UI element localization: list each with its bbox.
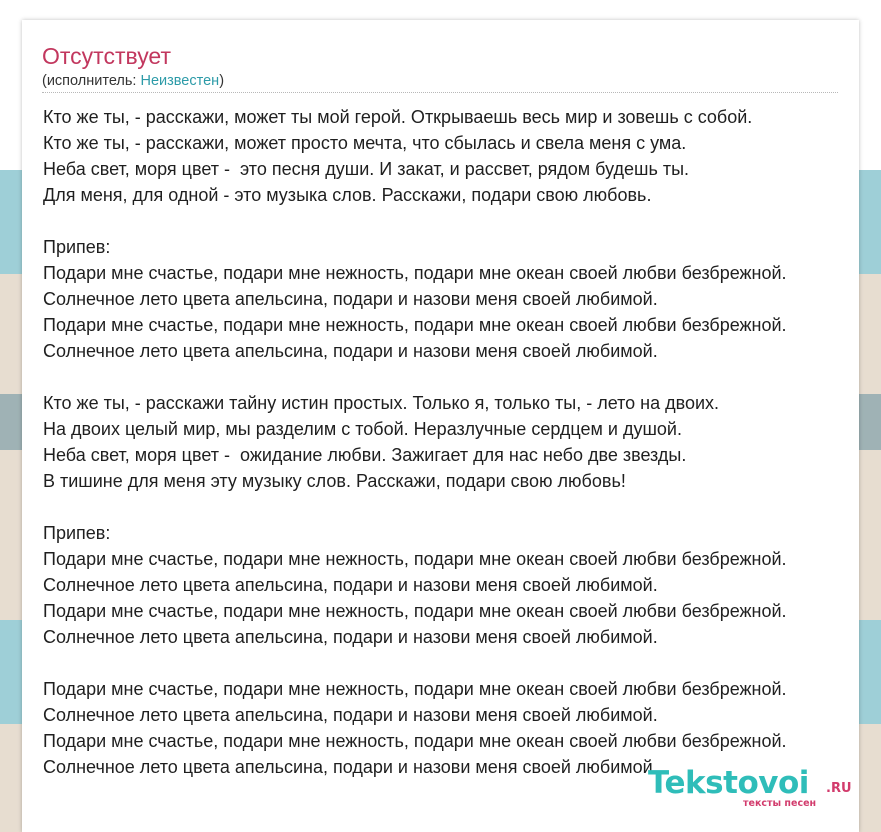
artist-line bbox=[42, 73, 224, 89]
stanza-break bbox=[43, 494, 787, 520]
stanza-break bbox=[43, 208, 787, 234]
lyric-line: Солнечное лето цвета апельсина, подари и назови меня своей любимой. bbox=[43, 627, 658, 647]
lyric-line: Неба свет, моря цвет - ожидание любви. Зажигает для нас небо две звезды. bbox=[43, 445, 687, 465]
logo-tagline: тексты песен bbox=[743, 798, 817, 809]
lyric-line: Солнечное лето цвета апельсина, подари и назови меня своей любимой. bbox=[43, 757, 658, 777]
artist-prefix: (исполнитель: bbox=[42, 73, 141, 89]
lyric-line: Кто же ты, - расскажи, может просто мечта, что сбылась и свела меня с ума. bbox=[43, 133, 687, 153]
chorus-label: Припев: bbox=[43, 523, 111, 543]
lyric-line: Подари мне счастье, подари мне нежность, подари мне океан своей любви безбрежной. bbox=[43, 679, 787, 699]
site-logo[interactable] bbox=[648, 765, 868, 815]
stanza-break bbox=[43, 364, 787, 390]
logo-wordmark: Tekstovoi bbox=[648, 765, 809, 801]
artist-link[interactable]: Неизвестен bbox=[140, 73, 220, 89]
artist-suffix: ) bbox=[219, 73, 225, 89]
lyric-line: Солнечное лето цвета апельсина, подари и назови меня своей любимой. bbox=[43, 575, 658, 595]
lyric-line: Кто же ты, - расскажи, может ты мой герой. Открываешь весь мир и зовешь с собой. bbox=[43, 107, 753, 127]
lyric-line: Кто же ты, - расскажи тайну истин простых. Только я, только ты, - лето на двоих. bbox=[43, 393, 720, 413]
stanza-break bbox=[43, 650, 787, 676]
logo-domain: .RU bbox=[826, 781, 852, 796]
lyric-line: Солнечное лето цвета апельсина, подари и назови меня своей любимой. bbox=[43, 341, 658, 361]
lyric-line: Подари мне счастье, подари мне нежность, подари мне океан своей любви безбрежной. bbox=[43, 601, 787, 621]
lyric-line: Подари мне счастье, подари мне нежность, подари мне океан своей любви безбрежной. bbox=[43, 315, 787, 335]
lyric-line: На двоих целый мир, мы разделим с тобой. Неразлучные сердцем и душой. bbox=[43, 419, 682, 439]
lyric-line: Подари мне счастье, подари мне нежность, подари мне океан своей любви безбрежной. bbox=[43, 263, 787, 283]
chorus-label: Припев: bbox=[43, 237, 111, 257]
song-title: Отсутствует bbox=[42, 43, 171, 69]
lyrics-text bbox=[43, 104, 787, 780]
lyric-line: Неба свет, моря цвет - это песня души. И закат, и рассвет, рядом будешь ты. bbox=[43, 159, 690, 179]
lyric-line: Для меня, для одной - это музыка слов. Расскажи, подари свою любовь. bbox=[43, 185, 652, 205]
lyric-line: В тишине для меня эту музыку слов. Расскажи, подари свою любовь! bbox=[43, 471, 626, 491]
title-divider bbox=[42, 92, 838, 93]
lyric-line: Солнечное лето цвета апельсина, подари и назови меня своей любимой. bbox=[43, 705, 658, 725]
lyric-line: Подари мне счастье, подари мне нежность, подари мне океан своей любви безбрежной. bbox=[43, 549, 787, 569]
lyric-line: Подари мне счастье, подари мне нежность, подари мне океан своей любви безбрежной. bbox=[43, 731, 787, 751]
lyric-line: Солнечное лето цвета апельсина, подари и назови меня своей любимой. bbox=[43, 289, 658, 309]
